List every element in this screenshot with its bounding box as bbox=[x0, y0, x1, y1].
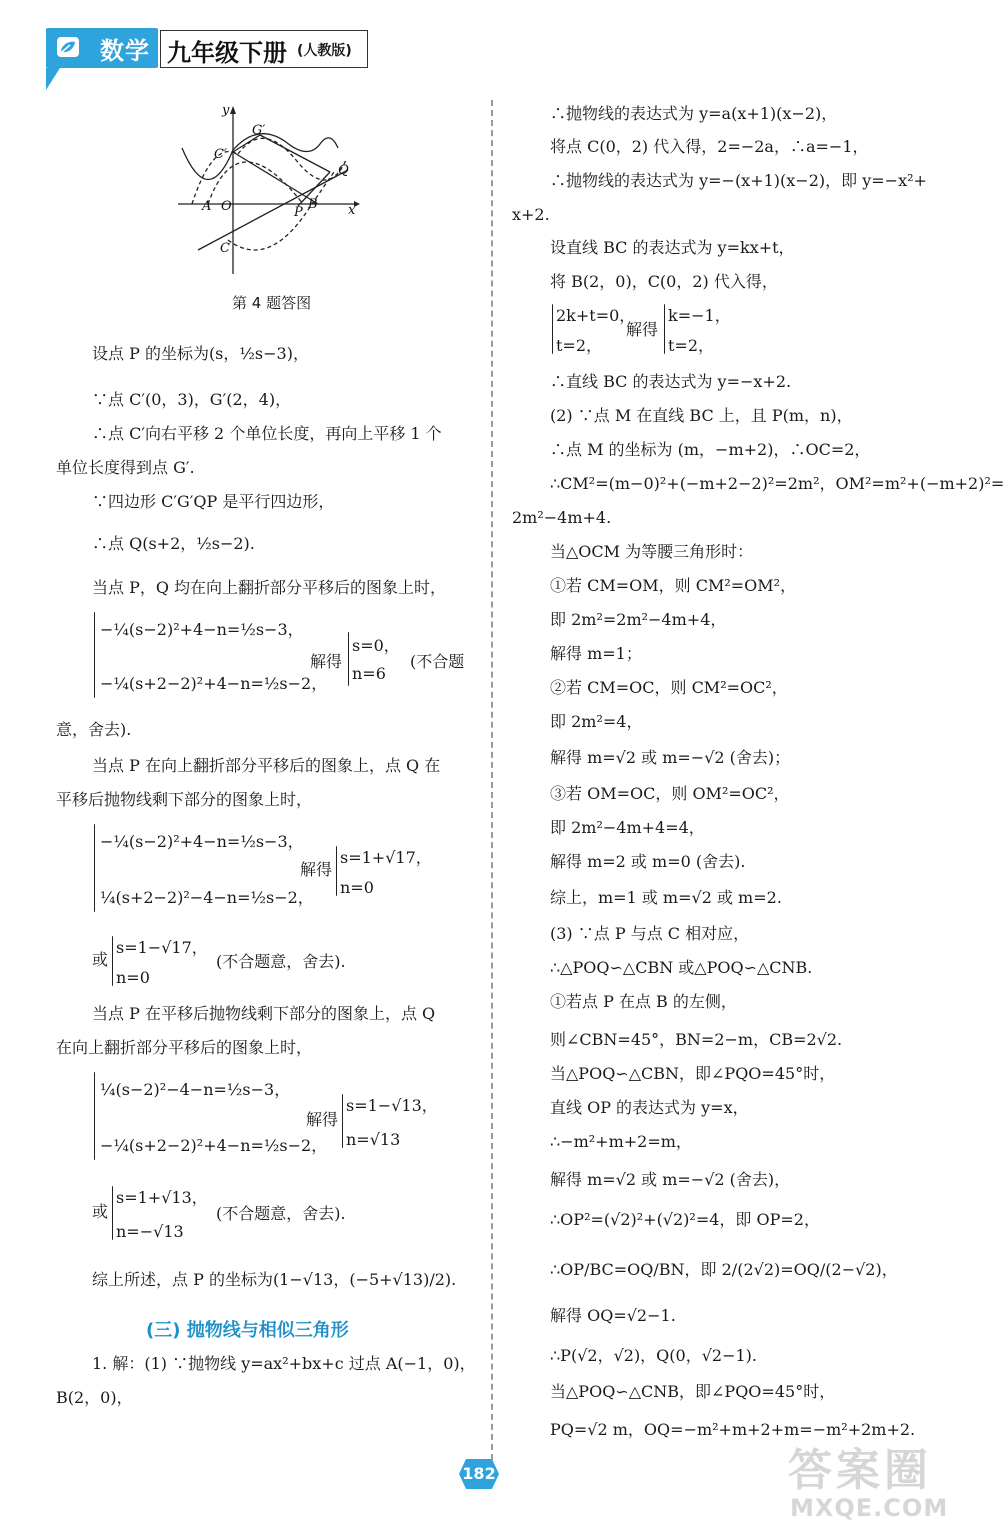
solution-4-n: n=√13 bbox=[346, 1130, 401, 1149]
right-line-case1: ①若 CM=OM，则 CM²=OM²， bbox=[550, 576, 797, 595]
page-number: 182 bbox=[462, 1464, 496, 1483]
left-problem-1a: 1. 解：(1) ∵抛物线 y=ax²+bx+c 过点 A(−1，0)， bbox=[92, 1354, 476, 1373]
solution-3-note: (不合题意，舍去). bbox=[216, 952, 346, 971]
left-line-case2-a: 当点 P 在向上翻折部分平移后的图象上，点 Q 在 bbox=[92, 756, 441, 775]
folded-curve bbox=[182, 134, 338, 180]
label-a: A bbox=[202, 199, 212, 214]
right-line-oq: 解得 OQ=√2−1. bbox=[550, 1306, 676, 1325]
right-line-last: PQ=√2 m，OQ=−m²+m+2+m=−m²+2m+2. bbox=[550, 1420, 916, 1439]
solution-1-s: s=0， bbox=[352, 636, 400, 655]
watermark-url: MXQE.COM bbox=[790, 1494, 949, 1522]
system-4-eq2: −¼(s+2−2)²+4−n=½s−2， bbox=[100, 1136, 328, 1155]
watermark-logo: 答案圈 bbox=[788, 1445, 932, 1496]
right-solution-t: t=2， bbox=[668, 336, 715, 355]
right-system-eq2: t=2， bbox=[556, 336, 603, 355]
right-line-bc: ∴直线 BC 的表达式为 y=−x+2. bbox=[550, 372, 792, 391]
right-line-m: ∴点 M 的坐标为 (m，−m+2)，∴OC=2， bbox=[550, 440, 871, 459]
right-line-angle: 则∠CBN=45°，BN=2−m，CB=2√2. bbox=[550, 1030, 843, 1049]
left-line-5: ∵四边形 C′G′QP 是平行四边形， bbox=[92, 492, 335, 511]
right-line-case3: ③若 OM=OC，则 OM²=OC²， bbox=[550, 784, 790, 803]
edition-label: (人教版) bbox=[297, 43, 352, 59]
right-line-4: x+2. bbox=[512, 205, 550, 224]
segment-gq bbox=[260, 135, 330, 172]
or-label-1: 或 bbox=[92, 950, 109, 969]
right-line-part2: (2) ∵点 M 在直线 BC 上，且 P(m，n)， bbox=[550, 406, 853, 425]
subject-badge bbox=[46, 28, 158, 68]
badge-tail bbox=[46, 68, 60, 90]
solution-2-s: s=1+√17， bbox=[340, 848, 432, 867]
system-1-eq1: −¼(s−2)²+4−n=½s−3， bbox=[100, 620, 304, 639]
system-2-eq2: ¼(s+2−2)²−4−n=½s−2， bbox=[100, 888, 314, 907]
solution-3-s: s=1−√17， bbox=[116, 938, 208, 957]
column-divider bbox=[491, 100, 493, 1480]
page-number-badge bbox=[458, 1458, 500, 1490]
label-y: y bbox=[222, 103, 230, 118]
solution-brace-3 bbox=[112, 936, 113, 986]
right-line-case2: ②若 CM=OC，则 CM²=OC²， bbox=[550, 678, 788, 697]
line-cb bbox=[233, 152, 318, 204]
or-label-2: 或 bbox=[92, 1202, 109, 1221]
left-line-case2-b: 平移后抛物线剩下部分的图象上时， bbox=[56, 790, 313, 809]
right-line-case1-sol: 解得 m=1； bbox=[550, 644, 642, 663]
label-o: O bbox=[221, 199, 232, 214]
right-solution-k: k=−1， bbox=[668, 306, 731, 325]
right-system-eq1: 2k+t=0， bbox=[556, 306, 636, 325]
subject-label: 数学 bbox=[100, 37, 150, 65]
system-2-solve: 解得 bbox=[300, 860, 333, 879]
solution-brace-5 bbox=[112, 1186, 113, 1240]
right-line-case1-eq: 即 2m²=2m²−4m+4， bbox=[550, 610, 727, 629]
right-line-case-cbn: 当△POQ∽△CBN，即∠PQO=45°时， bbox=[550, 1064, 836, 1083]
right-line-case2-sol: 解得 m=√2 或 m=−√2 (舍去)； bbox=[550, 748, 791, 767]
system-2-eq1: −¼(s−2)²+4−n=½s−3， bbox=[100, 832, 304, 851]
left-line-invalid-1: 意，舍去). bbox=[56, 720, 132, 739]
right-line-2: 将点 C(0，2) 代入得，2=−2a，∴a=−1， bbox=[550, 137, 869, 156]
label-x: x bbox=[348, 203, 356, 218]
solution-5-s: s=1+√13， bbox=[116, 1188, 208, 1207]
left-line-1: 设点 P 的坐标为(s，½s−3)， bbox=[92, 344, 309, 363]
right-line-case-cnb: 当△POQ∽△CNB，即∠PQO=45°时， bbox=[550, 1382, 836, 1401]
system-1-eq2: −¼(s+2−2)²+4−n=½s−2， bbox=[100, 674, 328, 693]
dashed-parabola-upper bbox=[208, 162, 303, 204]
left-line-case3-b: 在向上翻折部分平移后的图象上时， bbox=[56, 1038, 313, 1057]
solution-brace-1 bbox=[348, 632, 349, 686]
grade-title: 九年级下册 bbox=[167, 39, 287, 67]
right-line-part3: (3) ∵点 P 与点 C 相对应， bbox=[550, 924, 750, 943]
right-line-left-of-b: ①若点 P 在点 B 的左侧， bbox=[550, 992, 737, 1011]
right-line-case2-eq: 即 2m²=4， bbox=[550, 712, 643, 731]
solution-1-note: (不合题 bbox=[410, 652, 465, 671]
left-line-4: 单位长度得到点 G′. bbox=[56, 458, 195, 477]
right-line-om: 2m²−4m+4. bbox=[512, 508, 612, 527]
right-solution-brace bbox=[664, 304, 665, 354]
solution-5-n: n=−√13 bbox=[116, 1222, 184, 1241]
leaf-icon bbox=[56, 36, 80, 58]
left-conclusion: 综上所述，点 P 的坐标为(1−√13，(−5+√13)/2). bbox=[92, 1270, 457, 1289]
right-line-op-sq: ∴OP²=(√2)²+(√2)²=4，即 OP=2， bbox=[550, 1210, 820, 1229]
label-c: C bbox=[220, 241, 230, 256]
system-4-eq1: ¼(s−2)²−4−n=½s−3， bbox=[100, 1080, 291, 1099]
left-problem-1b: B(2，0)， bbox=[56, 1388, 133, 1407]
y-arrow bbox=[230, 106, 236, 114]
solution-brace-4 bbox=[342, 1094, 343, 1148]
system-brace-4 bbox=[94, 1072, 95, 1160]
right-system-solve: 解得 bbox=[626, 320, 659, 339]
label-c-prime: C′ bbox=[214, 147, 227, 162]
right-line-6: 将 B(2，0)，C(0，2) 代入得， bbox=[550, 272, 778, 291]
right-line-pq-coords: ∴P(√2，√2)，Q(0，√2−1). bbox=[550, 1346, 758, 1365]
left-line-case3-a: 当点 P 在平移后抛物线剩下部分的图象上，点 Q bbox=[92, 1004, 436, 1023]
right-line-5: 设直线 BC 的表达式为 y=kx+t， bbox=[550, 238, 795, 257]
right-line-eq-m: ∴−m²+m+2=m， bbox=[550, 1132, 692, 1151]
section-title: (三) 抛物线与相似三角形 bbox=[146, 1320, 349, 1341]
left-line-6: ∴点 Q(s+2，½s−2). bbox=[92, 534, 255, 553]
right-line-summary: 综上，m=1 或 m=√2 或 m=2. bbox=[550, 888, 782, 907]
solution-3-n: n=0 bbox=[116, 968, 150, 987]
right-line-similar: ∴△POQ∽△CBN 或△POQ∽△CNB. bbox=[550, 958, 813, 977]
system-1-solve: 解得 bbox=[310, 652, 343, 671]
right-line-case3-sol: 解得 m=2 或 m=0 (舍去). bbox=[550, 852, 746, 871]
right-system-brace bbox=[552, 304, 553, 354]
right-line-cm: ∴CM²=(m−0)²+(−m+2−2)²=2m²，OM²=m²+(−m+2)²= bbox=[550, 474, 1004, 493]
right-line-sol-m: 解得 m=√2 或 m=−√2 (舍去)， bbox=[550, 1170, 791, 1189]
right-line-case3-eq: 即 2m²−4m+4=4， bbox=[550, 818, 705, 837]
left-line-7: 当点 P，Q 均在向上翻折部分平移后的图象上时， bbox=[92, 578, 447, 597]
system-brace-1 bbox=[94, 612, 95, 698]
book-title-box bbox=[160, 30, 368, 68]
system-4-solve: 解得 bbox=[306, 1110, 339, 1129]
label-p: P bbox=[294, 205, 303, 220]
left-line-3: ∴点 C′向右平移 2 个单位长度，再向上平移 1 个 bbox=[92, 424, 442, 443]
label-b: B bbox=[308, 197, 318, 212]
solution-2-n: n=0 bbox=[340, 878, 374, 897]
solution-brace-2 bbox=[336, 846, 337, 896]
solution-5-note: (不合题意，舍去). bbox=[216, 1204, 346, 1223]
right-line-1: ∴抛物线的表达式为 y=a(x+1)(x−2)， bbox=[550, 104, 838, 123]
parabola-figure bbox=[168, 100, 368, 290]
right-line-op: 直线 OP 的表达式为 y=x， bbox=[550, 1098, 749, 1117]
right-line-isosceles: 当△OCM 为等腰三角形时： bbox=[550, 542, 754, 561]
label-g-prime: G′ bbox=[252, 123, 266, 138]
left-line-2: ∵点 C′(0，3)，G′(2，4)， bbox=[92, 390, 292, 409]
solution-1-n: n=6 bbox=[352, 664, 386, 683]
right-line-3: ∴抛物线的表达式为 y=−(x+1)(x−2)，即 y=−x²+ bbox=[550, 171, 927, 190]
watermark bbox=[788, 1430, 948, 1530]
system-brace-2 bbox=[94, 824, 95, 912]
label-q: Q bbox=[338, 163, 349, 178]
right-line-ratio: ∴OP/BC=OQ/BN，即 2/(2√2)=OQ/(2−√2)， bbox=[550, 1260, 898, 1279]
figure-caption: 第 4 题答图 bbox=[232, 294, 312, 312]
solution-4-s: s=1−√13， bbox=[346, 1096, 438, 1115]
